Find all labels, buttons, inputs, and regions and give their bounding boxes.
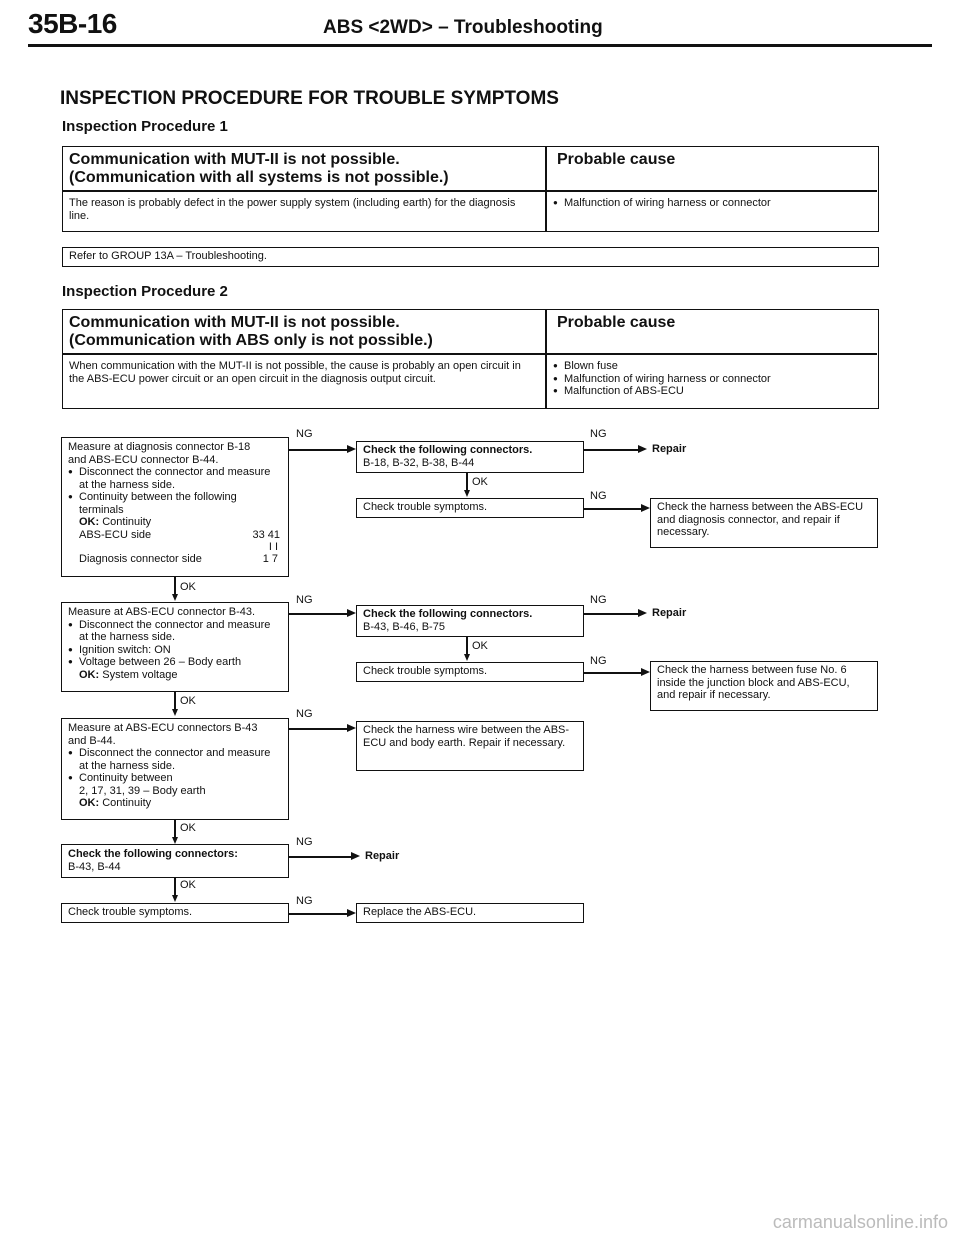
arrow-right bbox=[347, 609, 356, 617]
connector-line bbox=[174, 692, 176, 709]
procedure2-causes: ● Blown fuse ● Malfunction of wiring harness or connector ● Malfunction of ABS-ECU bbox=[553, 360, 873, 398]
procedure1-causes: ● Malfunction of wiring harness or connector bbox=[553, 197, 873, 210]
procedure1-symptom: Communication with MUT-II is not possible. (Communication with all systems is not possible.) bbox=[69, 151, 449, 186]
ng-label: NG bbox=[590, 490, 607, 502]
header-rule bbox=[28, 44, 932, 47]
arrow-down bbox=[172, 895, 178, 902]
connector-line bbox=[584, 613, 638, 615]
step2-box: Measure at ABS-ECU connector B-43. ● Disconnect the connector and measure at the harness side. ● Ignition switch: ON ● Voltage between 26 – Body earth OK: System voltage bbox=[61, 602, 289, 692]
connector-line bbox=[174, 820, 176, 837]
step4-box: Check the following connectors: B-43, B-44 bbox=[61, 844, 289, 878]
ok-label: OK bbox=[180, 581, 196, 593]
ng-label: NG bbox=[296, 428, 313, 440]
connector-line bbox=[289, 856, 351, 858]
arrow-right bbox=[641, 668, 650, 676]
ng-label: NG bbox=[590, 594, 607, 606]
connector-line bbox=[466, 637, 468, 654]
connector-line bbox=[289, 449, 347, 451]
connector-line bbox=[289, 728, 347, 730]
ok-label: OK bbox=[180, 822, 196, 834]
arrow-right bbox=[347, 909, 356, 917]
procedure1-description: The reason is probably defect in the power supply system (including earth) for the diagnosis line. bbox=[69, 197, 516, 222]
ng-label: NG bbox=[590, 655, 607, 667]
arrow-right bbox=[638, 609, 647, 617]
connector-line bbox=[174, 878, 176, 895]
arrow-right bbox=[351, 852, 360, 860]
procedure2-title: Inspection Procedure 2 bbox=[62, 283, 228, 300]
arrow-down bbox=[464, 654, 470, 661]
procedure1-title: Inspection Procedure 1 bbox=[62, 118, 228, 135]
watermark: carmanualsonline.info bbox=[772, 1212, 948, 1232]
ok-label: OK bbox=[180, 879, 196, 891]
arrow-down bbox=[172, 709, 178, 716]
page-number: 35B-16 bbox=[28, 8, 117, 39]
ng-label: NG bbox=[296, 594, 313, 606]
arrow-down bbox=[172, 837, 178, 844]
ok-label: OK bbox=[180, 695, 196, 707]
step3-box: Measure at ABS-ECU connectors B-43 and B-44. ● Disconnect the connector and measure at the harness side. ● Continuity between 2, 17, 31, 39 – Body earth OK: Continuity bbox=[61, 718, 289, 820]
step1-box: Measure at diagnosis connector B-18 and ABS-ECU connector B-44. ● Disconnect the connector and measure at the harness side. ● Continuity between the following terminals OK: Continuity ABS-ECU side 33 41 I I Diagnosis connector side 1 7 bbox=[61, 437, 289, 577]
check2-box: Check the following connectors. B-43, B-46, B-75 bbox=[356, 605, 584, 637]
section-title: INSPECTION PROCEDURE FOR TROUBLE SYMPTOMS bbox=[60, 88, 559, 109]
connector-line bbox=[289, 913, 347, 915]
replace-box: Replace the ABS-ECU. bbox=[356, 903, 584, 923]
check1-box: Check the following connectors. B-18, B-32, B-38, B-44 bbox=[356, 441, 584, 473]
ok-label: OK bbox=[472, 476, 488, 488]
harness2-box: Check the harness between fuse No. 6 inside the junction block and ABS-ECU, and repair if necessary. bbox=[650, 661, 878, 711]
connector-line bbox=[289, 613, 347, 615]
step5-box: Check trouble symptoms. bbox=[61, 903, 289, 923]
connector-line bbox=[584, 508, 641, 510]
arrow-right bbox=[641, 504, 650, 512]
ng-label: NG bbox=[296, 895, 313, 907]
procedure2-cause-header: Probable cause bbox=[557, 314, 676, 331]
repair-label: Repair bbox=[652, 607, 687, 619]
harness3-box: Check the harness wire between the ABS-ECU and body earth. Repair if necessary. bbox=[356, 721, 584, 771]
arrow-right bbox=[347, 724, 356, 732]
arrow-right bbox=[347, 445, 356, 453]
procedure2-table bbox=[62, 309, 879, 409]
ok-label: OK bbox=[472, 640, 488, 652]
arrow-down bbox=[464, 490, 470, 497]
arrow-right bbox=[638, 445, 647, 453]
connector-line bbox=[466, 473, 468, 490]
ng-label: NG bbox=[296, 836, 313, 848]
procedure2-description: When communication with the MUT-II is not possible, the cause is probably an open circuit in the ABS-ECU power circuit or an open circuit in the diagnosis output circuit. bbox=[69, 360, 521, 385]
repair-label: Repair bbox=[365, 850, 400, 862]
harness1-box: Check the harness between the ABS-ECU and diagnosis connector, and repair if necessary. bbox=[650, 498, 878, 548]
connector-line bbox=[584, 449, 638, 451]
ng-label: NG bbox=[296, 708, 313, 720]
connector-line bbox=[174, 577, 176, 594]
arrow-down bbox=[172, 594, 178, 601]
procedure1-refer: Refer to GROUP 13A – Troubleshooting. bbox=[62, 247, 879, 267]
page-header-title: ABS <2WD> – Troubleshooting bbox=[323, 17, 603, 38]
procedure2-symptom: Communication with MUT-II is not possible. (Communication with ABS only is not possible.) bbox=[69, 314, 433, 349]
procedure1-table bbox=[62, 146, 879, 232]
trouble2-box: Check trouble symptoms. bbox=[356, 662, 584, 682]
connector-line bbox=[584, 672, 641, 674]
repair-label: Repair bbox=[652, 443, 687, 455]
procedure1-cause-header: Probable cause bbox=[557, 151, 676, 168]
ng-label: NG bbox=[590, 428, 607, 440]
trouble1-box: Check trouble symptoms. bbox=[356, 498, 584, 518]
